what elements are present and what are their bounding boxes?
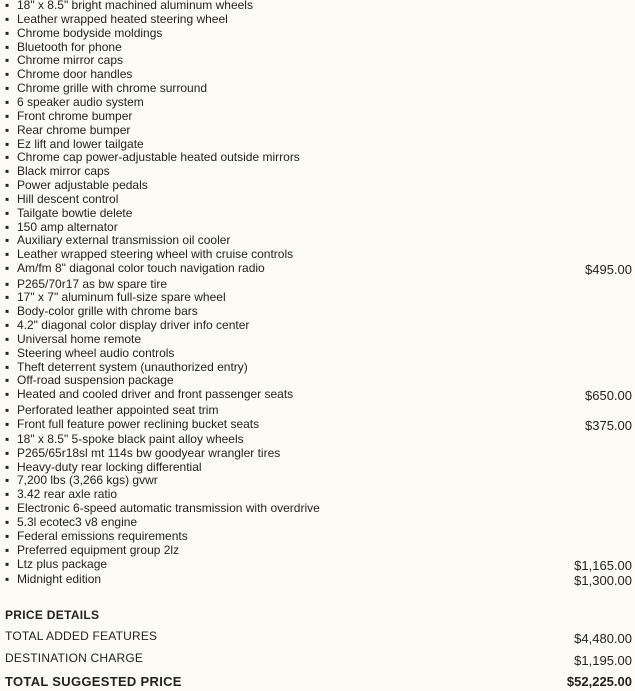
feature-label: Bluetooth for phone (17, 39, 122, 54)
feature-item (0, 373, 635, 387)
feature-label: Steering wheel audio controls (17, 345, 175, 360)
feature-name (5, 387, 293, 401)
bullet-icon: ▪ (5, 304, 10, 319)
feature-name (5, 150, 300, 164)
feature-name (5, 290, 226, 304)
feature-label: Auxiliary external transmission oil cooler (17, 233, 231, 248)
bullet-icon: ▪ (5, 94, 10, 109)
feature-label: 18" x 8.5" bright machined aluminum wheels (17, 0, 253, 12)
feature-name (5, 332, 141, 346)
destination-charge-value: $1,195.00 (574, 653, 632, 668)
feature-item (0, 387, 635, 404)
feature-item (0, 501, 635, 515)
feature-label: Tailgate bowtie delete (17, 205, 133, 220)
feature-label: Chrome bodyside moldings (17, 25, 163, 40)
bullet-icon: ▪ (5, 53, 10, 68)
feature-label: 150 amp alternator (17, 219, 118, 234)
feature-item (0, 206, 635, 220)
bullet-icon: ▪ (5, 556, 10, 571)
bullet-icon: ▪ (5, 542, 10, 557)
feature-label: 7,200 lbs (3,266 kgs) gvwr (17, 473, 158, 488)
feature-name (5, 487, 117, 501)
feature-name (5, 81, 207, 95)
feature-item (0, 460, 635, 474)
feature-item (0, 109, 635, 123)
bullet-icon: ▪ (5, 11, 10, 26)
feature-item (0, 332, 635, 346)
feature-item (0, 529, 635, 543)
bullet-icon: ▪ (5, 233, 10, 248)
feature-item (0, 277, 635, 291)
feature-item (0, 26, 635, 40)
feature-label: Body-color grille with chrome bars (17, 304, 198, 319)
feature-label: Leather wrapped steering wheel with cruise controls (17, 247, 294, 262)
feature-price: $1,165.00 (574, 557, 632, 573)
bullet-icon: ▪ (5, 150, 10, 165)
feature-item (0, 346, 635, 360)
feature-label: 17" x 7" aluminum full-size spare wheel (17, 290, 226, 305)
bullet-icon: ▪ (5, 416, 10, 431)
feature-name (5, 178, 148, 192)
feature-label: Ltz plus package (17, 556, 108, 571)
feature-label: Leather wrapped heated steering wheel (17, 11, 228, 26)
feature-item (0, 192, 635, 206)
feature-name (5, 403, 218, 417)
bullet-icon: ▪ (5, 459, 10, 474)
feature-label: Black mirror caps (17, 164, 110, 179)
feature-label: Ez lift and lower tailgate (17, 136, 144, 151)
feature-item (0, 487, 635, 501)
total-suggested-price-label: TOTAL SUGGESTED PRICE (5, 674, 182, 689)
bullet-icon: ▪ (5, 331, 10, 346)
feature-label: Am/fm 8" diagonal color touch navigation radio (17, 261, 265, 276)
feature-name (5, 123, 130, 137)
feature-label: Front full feature power reclining bucket seats (17, 416, 260, 431)
destination-charge-label: DESTINATION CHARGE (5, 651, 144, 665)
feature-item (0, 67, 635, 81)
feature-name (5, 67, 132, 81)
feature-name (5, 529, 188, 543)
feature-name (5, 0, 253, 12)
bullet-icon: ▪ (5, 108, 10, 123)
feature-price: $1,300.00 (574, 572, 632, 588)
bullet-icon: ▪ (5, 345, 10, 360)
feature-label: Rear chrome bumper (17, 122, 131, 137)
feature-label: P265/70r17 as bw spare tire (17, 276, 168, 291)
feature-item (0, 0, 635, 12)
feature-label: Theft deterrent system (unauthorized entry) (17, 359, 248, 374)
bullet-icon: ▪ (5, 39, 10, 54)
feature-item (0, 81, 635, 95)
feature-name (5, 572, 101, 586)
bullet-icon: ▪ (5, 247, 10, 262)
feature-label: Heated and cooled driver and front passenger seats (17, 387, 294, 402)
bullet-icon: ▪ (5, 136, 10, 151)
feature-price: $650.00 (585, 388, 632, 404)
bullet-icon: ▪ (5, 67, 10, 82)
feature-name (5, 233, 230, 247)
feature-price: $375.00 (585, 417, 632, 433)
feature-item (0, 318, 635, 332)
feature-label: Hill descent control (17, 191, 119, 206)
feature-name (5, 346, 174, 360)
bullet-icon: ▪ (5, 0, 10, 12)
total-added-features-value: $4,480.00 (574, 631, 632, 646)
bullet-icon: ▪ (5, 501, 10, 516)
feature-item (0, 473, 635, 487)
bullet-icon: ▪ (5, 431, 10, 446)
feature-label: 18" x 8.5" 5-spoke black paint alloy wheels (17, 431, 244, 446)
bullet-icon: ▪ (5, 205, 10, 220)
feature-name (5, 277, 167, 291)
feature-label: Front chrome bumper (17, 108, 133, 123)
bullet-icon: ▪ (5, 318, 10, 333)
bullet-icon: ▪ (5, 261, 10, 276)
feature-item (0, 40, 635, 54)
feature-label: Perforated leather appointed seat trim (17, 402, 219, 417)
bullet-icon: ▪ (5, 81, 10, 96)
feature-name (5, 318, 249, 332)
feature-label: 6 speaker audio system (17, 94, 144, 109)
feature-item (0, 178, 635, 192)
feature-item (0, 360, 635, 374)
bullet-icon: ▪ (5, 387, 10, 402)
price-details-title: PRICE DETAILS (5, 608, 100, 622)
feature-name (5, 460, 202, 474)
feature-name (5, 95, 144, 109)
total-added-features-label: TOTAL ADDED FEATURES (5, 629, 158, 643)
total-suggested-price-row (0, 675, 635, 691)
feature-name (5, 109, 132, 123)
feature-name (5, 220, 118, 234)
bullet-icon: ▪ (5, 359, 10, 374)
bullet-icon: ▪ (5, 571, 10, 586)
feature-label: P265/65r18sl mt 114s bw goodyear wrangler tires (17, 445, 281, 460)
feature-label: Heavy-duty rear locking differential (17, 459, 202, 474)
feature-name (5, 417, 259, 431)
feature-item (0, 446, 635, 460)
feature-label: Chrome door handles (17, 67, 133, 82)
feature-label: 3.42 rear axle ratio (17, 487, 118, 502)
bullet-icon: ▪ (5, 191, 10, 206)
feature-name (5, 53, 123, 67)
feature-label: Off-road suspension package (17, 373, 174, 388)
feature-item (0, 247, 635, 261)
feature-item (0, 123, 635, 137)
feature-label: Chrome grille with chrome surround (17, 81, 208, 96)
feature-name (5, 373, 174, 387)
bullet-icon: ▪ (5, 445, 10, 460)
feature-label: 5.3l ecotec3 v8 engine (17, 514, 138, 529)
bullet-icon: ▪ (5, 164, 10, 179)
feature-label: Preferred equipment group 2lz (17, 542, 180, 557)
feature-name (5, 206, 132, 220)
feature-item (0, 403, 635, 417)
total-added-features-row (0, 629, 635, 645)
total-suggested-price-value: $52,225.00 (566, 674, 632, 689)
feature-item (0, 12, 635, 26)
bullet-icon: ▪ (5, 219, 10, 234)
feature-item (0, 432, 635, 446)
feature-name (5, 261, 265, 275)
feature-item (0, 137, 635, 151)
feature-item (0, 95, 635, 109)
destination-charge-row (0, 651, 635, 667)
feature-label: 4.2" diagonal color display driver info center (17, 318, 250, 333)
bullet-icon: ▪ (5, 514, 10, 529)
feature-item (0, 290, 635, 304)
feature-item (0, 417, 635, 431)
feature-item (0, 150, 635, 164)
feature-label: Midnight edition (17, 571, 102, 586)
feature-label: Federal emissions requirements (17, 528, 188, 543)
feature-name (5, 304, 198, 318)
feature-label: Chrome mirror caps (17, 53, 124, 68)
feature-name (5, 473, 158, 487)
bullet-icon: ▪ (5, 276, 10, 291)
feature-item (0, 220, 635, 234)
bullet-icon: ▪ (5, 25, 10, 40)
bullet-icon: ▪ (5, 487, 10, 502)
bullet-icon: ▪ (5, 528, 10, 543)
feature-name (5, 164, 110, 178)
feature-item (0, 261, 635, 278)
feature-label: Electronic 6-speed automatic transmission with overdrive (17, 501, 320, 516)
feature-name (5, 26, 162, 40)
feature-item (0, 233, 635, 247)
feature-name (5, 432, 244, 446)
feature-item (0, 53, 635, 67)
feature-label: Universal home remote (17, 331, 142, 346)
feature-name (5, 360, 248, 374)
feature-name (5, 40, 122, 54)
feature-name (5, 247, 293, 261)
bullet-icon: ▪ (5, 122, 10, 137)
feature-item (0, 515, 635, 529)
bullet-icon: ▪ (5, 373, 10, 388)
feature-name (5, 557, 107, 571)
feature-name (5, 446, 280, 460)
feature-item (0, 543, 635, 557)
feature-label: Power adjustable pedals (17, 178, 148, 193)
feature-name (5, 543, 179, 557)
feature-name (5, 12, 228, 26)
bullet-icon: ▪ (5, 473, 10, 488)
feature-label: Chrome cap power-adjustable heated outside mirrors (17, 150, 300, 165)
feature-item (0, 304, 635, 318)
feature-name (5, 192, 118, 206)
feature-name (5, 501, 320, 515)
feature-name (5, 515, 137, 529)
feature-name (5, 137, 144, 151)
feature-item (0, 572, 635, 586)
bullet-icon: ▪ (5, 290, 10, 305)
feature-price: $495.00 (585, 262, 632, 278)
bullet-icon: ▪ (5, 402, 10, 417)
feature-item (0, 557, 635, 571)
feature-item (0, 164, 635, 178)
bullet-icon: ▪ (5, 178, 10, 193)
